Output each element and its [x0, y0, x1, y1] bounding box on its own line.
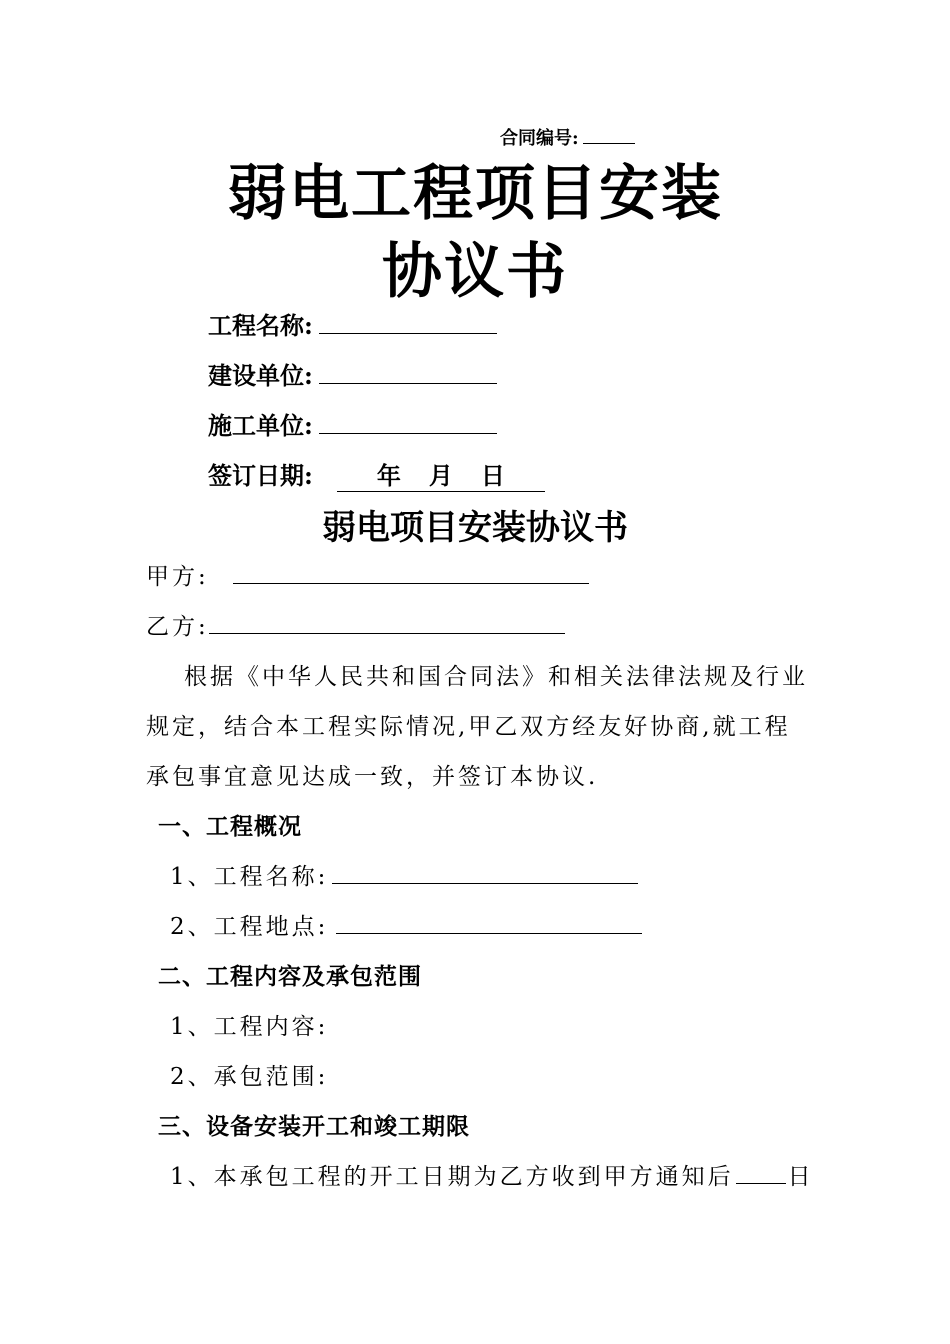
item-start-date-text: 1、本承包工程的开工日期为乙方收到甲方通知后 — [170, 1164, 734, 1190]
party-b-row — [146, 608, 565, 641]
item-project-name-blank[interactable] — [332, 863, 638, 884]
cover-sign-date-blank[interactable] — [337, 456, 545, 492]
party-b-label: 乙方: — [146, 614, 209, 640]
cover-construct-unit-label: 施工单位: — [208, 411, 313, 440]
document-title-line1: 弱电工程项目安装 — [227, 159, 723, 229]
item-start-date-day-unit: 日 — [787, 1164, 814, 1190]
item-project-content: 1、工程内容: — [170, 1014, 329, 1040]
section-heading-scope: 二、工程内容及承包范围 — [158, 963, 422, 990]
intro-paragraph-line1: 根据《中华人民共和国合同法》和相关法律法规及行业 — [184, 664, 808, 690]
date-month-label: 月 — [428, 461, 453, 490]
cover-build-unit-row — [208, 356, 497, 391]
cover-project-name-blank[interactable] — [319, 313, 497, 334]
section-heading-overview: 一、工程概况 — [158, 813, 302, 840]
cover-project-name-row — [208, 306, 497, 341]
cover-build-unit-label: 建设单位: — [208, 361, 313, 390]
contract-number-label: 合同编号: — [500, 128, 579, 149]
party-b-blank[interactable] — [209, 613, 565, 634]
item-start-date-days-blank[interactable] — [736, 1163, 786, 1184]
item-contract-scope: 2、承包范围: — [170, 1064, 329, 1090]
cover-sign-date-row — [208, 456, 545, 492]
item-project-name — [170, 858, 638, 891]
party-a-label: 甲方: — [146, 564, 209, 590]
document-title-line2: 协议书 — [382, 237, 568, 307]
item-project-location — [170, 908, 642, 941]
intro-paragraph-line2: 规定，结合本工程实际情况,甲乙双方经友好协商,就工程 — [146, 714, 791, 740]
item-project-location-label: 2、工程地点: — [170, 914, 329, 940]
intro-paragraph-line3: 承包事宜意见达成一致，并签订本协议. — [146, 764, 599, 790]
cover-construct-unit-row — [208, 406, 497, 441]
item-start-date — [170, 1158, 814, 1191]
cover-project-name-label: 工程名称: — [208, 311, 313, 340]
section-heading-schedule: 三、设备安装开工和竣工期限 — [158, 1113, 470, 1140]
party-a-row — [146, 558, 589, 591]
item-project-name-label: 1、工程名称: — [170, 864, 329, 890]
cover-build-unit-blank[interactable] — [319, 363, 497, 384]
date-year-label: 年 — [376, 461, 401, 490]
party-a-blank[interactable] — [233, 563, 589, 584]
item-project-location-blank[interactable] — [336, 913, 642, 934]
cover-sign-date-label: 签订日期: — [208, 461, 313, 490]
date-day-label: 日 — [480, 461, 505, 490]
cover-construct-unit-blank[interactable] — [319, 413, 497, 434]
contract-number-blank[interactable] — [583, 142, 635, 144]
agreement-title: 弱电项目安装协议书 — [322, 508, 628, 548]
